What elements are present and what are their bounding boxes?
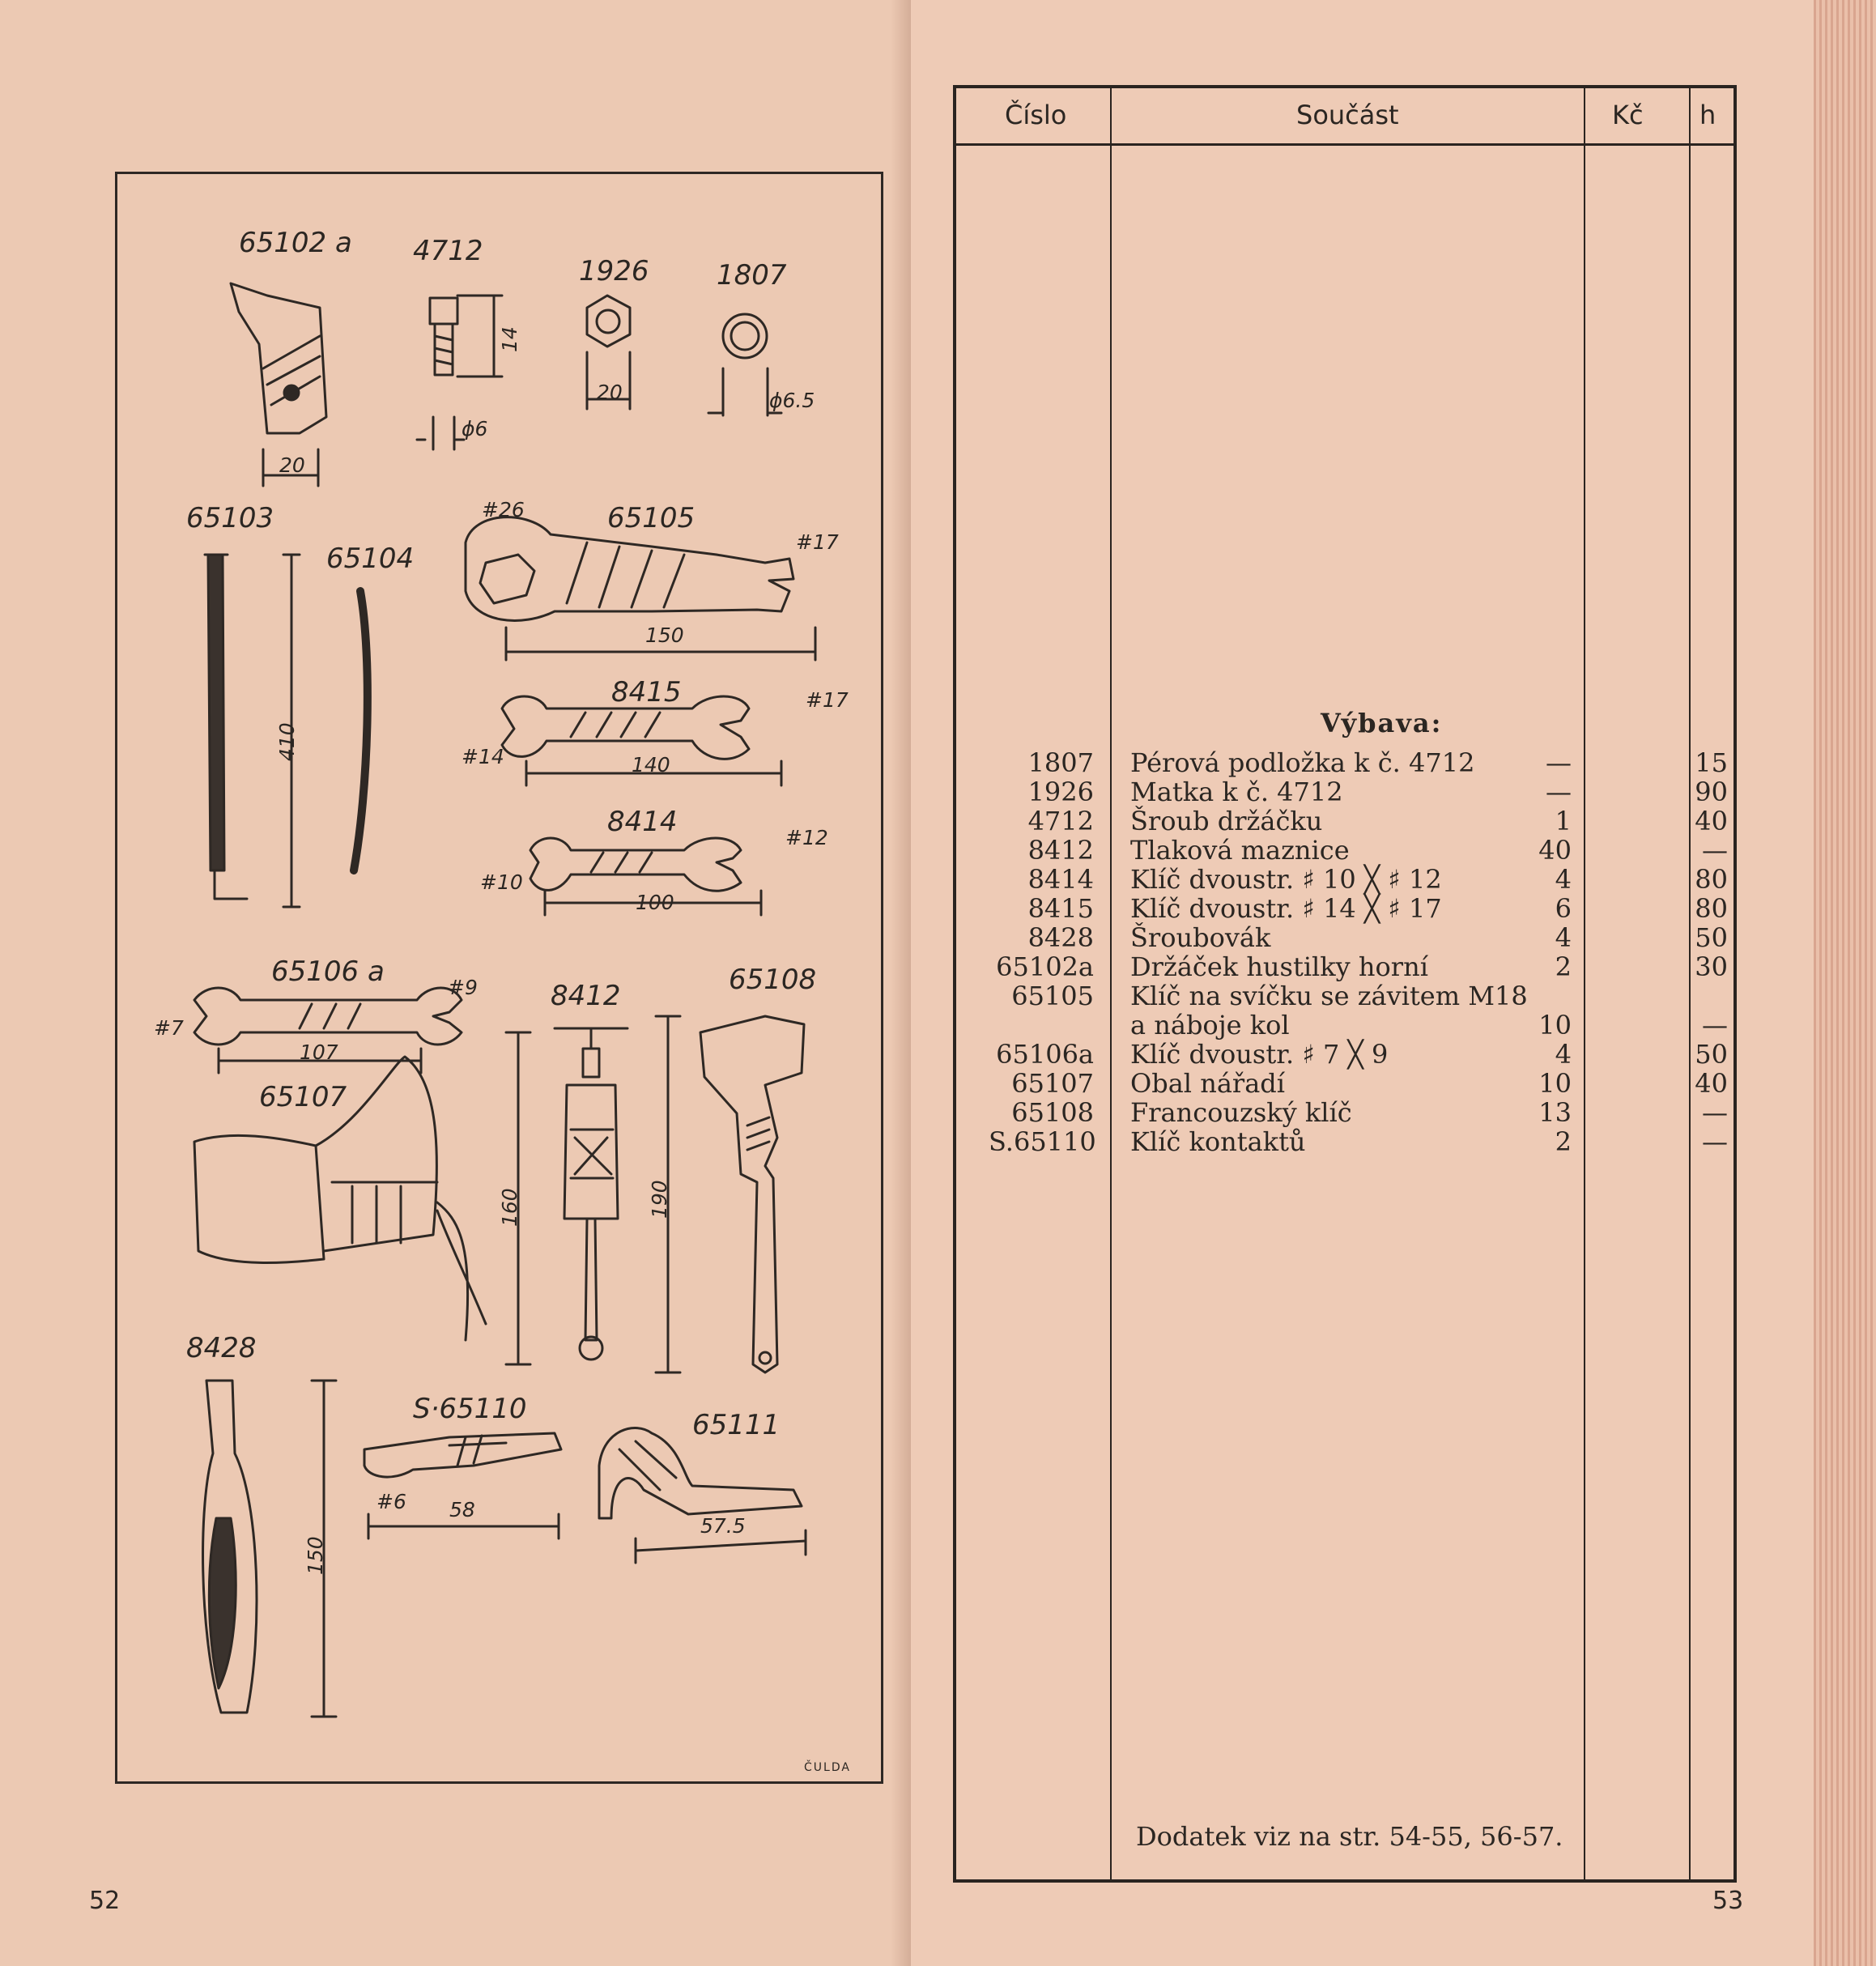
- row-price-kc: 1: [1555, 806, 1572, 836]
- dim-8414-size-a: #10: [480, 870, 523, 894]
- dim-65103: 410: [275, 722, 299, 761]
- contact-key-S65110-drawing: [364, 1433, 561, 1477]
- header-rule: [956, 143, 1733, 146]
- row-price-h: —: [1702, 1126, 1728, 1157]
- row-part: Šroub držáčku: [1130, 806, 1323, 836]
- row-number: 8414: [1027, 864, 1094, 895]
- dim-S65110-size: #6: [376, 1490, 406, 1513]
- row-part: Tlaková maznice: [1130, 835, 1350, 866]
- pump-65103-drawing: [208, 555, 224, 870]
- tool-illustration-frame: [115, 172, 883, 1784]
- dim-8414-length: 100: [636, 891, 674, 914]
- row-part: Klíč kontaktů: [1130, 1126, 1306, 1157]
- row-price-h: 15: [1695, 747, 1728, 778]
- row-price-h: 50: [1695, 1039, 1728, 1070]
- wrench-8414-drawing: [530, 838, 741, 891]
- row-price-h: —: [1702, 1097, 1728, 1128]
- row-part: Držáček hustilky horní: [1130, 951, 1428, 982]
- dim-8415-length: 140: [632, 753, 670, 777]
- row-number: 4712: [1027, 806, 1094, 836]
- dim-S65110-length: 58: [449, 1498, 475, 1521]
- label-1807: 1807: [717, 259, 787, 291]
- row-number: 65107: [1011, 1068, 1094, 1099]
- right-page: [911, 0, 1876, 1966]
- label-65107: 65107: [259, 1081, 347, 1113]
- row-price-kc: 4: [1555, 864, 1572, 895]
- clip-65111-drawing: [599, 1428, 802, 1518]
- label-65104: 65104: [326, 543, 415, 575]
- dim-65105-jaw: #17: [796, 530, 839, 554]
- row-price-kc: 2: [1555, 1126, 1572, 1157]
- row-price-kc: 4: [1555, 922, 1572, 953]
- dim-65105-length: 150: [645, 623, 684, 647]
- row-part: Klíč na svíčku se závitem M18: [1130, 981, 1528, 1011]
- row-price-h: 90: [1695, 777, 1728, 807]
- row-price-h: 40: [1695, 806, 1728, 836]
- row-part: Francouzský klíč: [1130, 1097, 1352, 1128]
- hose-65104-drawing: [354, 591, 368, 870]
- dim-8428: 150: [304, 1536, 327, 1575]
- row-price-kc: 40: [1538, 835, 1572, 866]
- row-price-h: 80: [1695, 893, 1728, 924]
- row-number: S.65110: [989, 1126, 1096, 1157]
- wrench-65106a-drawing: [194, 988, 462, 1045]
- row-number: 8428: [1027, 922, 1094, 953]
- label-8412: 8412: [551, 980, 621, 1012]
- tool-roll-65107-drawing: [194, 1135, 324, 1262]
- column-divider: [1689, 88, 1691, 1879]
- row-part: Šroubovák: [1130, 922, 1271, 953]
- dim-4712-length: 14: [498, 326, 521, 352]
- dim-8415-size-a: #14: [462, 745, 504, 768]
- footnote: Dodatek viz na str. 54-55, 56-57.: [1136, 1821, 1563, 1852]
- row-part: Klíč dvoustr. ♯ 14 ╳ ♯ 17: [1130, 893, 1442, 924]
- row-price-h: 80: [1695, 864, 1728, 895]
- dim-1926: 20: [597, 381, 623, 404]
- label-8428: 8428: [186, 1332, 257, 1364]
- dim-8412: 160: [498, 1188, 521, 1227]
- row-number: 8412: [1027, 835, 1094, 866]
- header-kc: Kč: [1612, 100, 1644, 130]
- illustrator-signature: ČULDA: [804, 1761, 851, 1774]
- grease-gun-8412-drawing: [555, 1028, 627, 1077]
- row-number: 65108: [1011, 1097, 1094, 1128]
- dim-65105-hex: #26: [482, 498, 525, 521]
- row-price-h: —: [1702, 835, 1728, 866]
- row-price-h: 40: [1695, 1068, 1728, 1099]
- dim-65106a-size-b: #9: [448, 976, 478, 999]
- row-part: Pérová podložka k č. 4712: [1130, 747, 1475, 778]
- adjustable-wrench-65108-drawing: [700, 1016, 804, 1372]
- row-part: Klíč dvoustr. ♯ 7 ╳ 9: [1130, 1039, 1389, 1070]
- dim-8415-size-b: #17: [806, 688, 849, 712]
- row-price-kc: 2: [1555, 951, 1572, 982]
- label-1926: 1926: [579, 255, 649, 287]
- dim-65111: 57.5: [700, 1514, 746, 1538]
- row-price-h: 30: [1695, 951, 1728, 982]
- label-65105: 65105: [607, 502, 696, 534]
- column-divider: [1584, 88, 1585, 1879]
- row-part: Klíč dvoustr. ♯ 10 ╳ ♯ 12: [1130, 864, 1442, 895]
- row-number: 8415: [1027, 893, 1094, 924]
- row-part: Obal nářadí: [1130, 1068, 1285, 1099]
- dim-65106a-length: 107: [300, 1040, 338, 1064]
- label-8415: 8415: [611, 676, 682, 709]
- header-number: Číslo: [1005, 100, 1067, 130]
- dim-65108: 190: [648, 1180, 671, 1219]
- dim-65102a: 20: [279, 453, 305, 477]
- washer-1807-drawing: [723, 314, 767, 358]
- row-price-kc: 6: [1555, 893, 1572, 924]
- page-edges: [1814, 0, 1876, 1966]
- label-65111: 65111: [692, 1409, 781, 1441]
- section-title: Výbava:: [1321, 708, 1443, 738]
- row-price-kc: 10: [1538, 1010, 1572, 1040]
- label-65102a: 65102 a: [239, 227, 352, 259]
- row-price-h: —: [1702, 1010, 1728, 1040]
- dim-1807: ϕ6.5: [769, 389, 815, 412]
- page-number-left: 52: [89, 1887, 121, 1915]
- left-page: [0, 0, 911, 1966]
- label-65103: 65103: [186, 502, 274, 534]
- dim-8414-size-b: #12: [785, 826, 828, 849]
- row-price-kc: —: [1546, 777, 1572, 807]
- row-price-h: 50: [1695, 922, 1728, 953]
- label-65106a: 65106 a: [271, 955, 385, 988]
- header-part: Součást: [1296, 100, 1399, 130]
- label-S65110: S·65110: [413, 1393, 527, 1425]
- dim-4712-diameter: ϕ6: [462, 417, 488, 440]
- label-8414: 8414: [607, 806, 678, 838]
- row-part: a náboje kol: [1130, 1010, 1290, 1040]
- label-65108: 65108: [729, 964, 817, 996]
- row-part: Matka k č. 4712: [1130, 777, 1343, 807]
- row-price-kc: 4: [1555, 1039, 1572, 1070]
- page-number-right: 53: [1712, 1887, 1744, 1915]
- dim-65106a-size-a: #7: [154, 1016, 184, 1040]
- row-price-kc: —: [1546, 747, 1572, 778]
- row-number: 65106a: [996, 1039, 1094, 1070]
- row-number: 65102a: [996, 951, 1094, 982]
- row-price-kc: 10: [1538, 1068, 1572, 1099]
- nut-1926-drawing: [587, 296, 630, 347]
- header-h: h: [1699, 100, 1716, 130]
- column-divider: [1110, 88, 1112, 1879]
- row-price-kc: 13: [1538, 1097, 1572, 1128]
- row-number: 1807: [1027, 747, 1094, 778]
- row-number: 1926: [1027, 777, 1094, 807]
- parts-price-table: [953, 85, 1737, 1883]
- row-number: 65105: [1011, 981, 1094, 1011]
- label-4712: 4712: [413, 235, 483, 267]
